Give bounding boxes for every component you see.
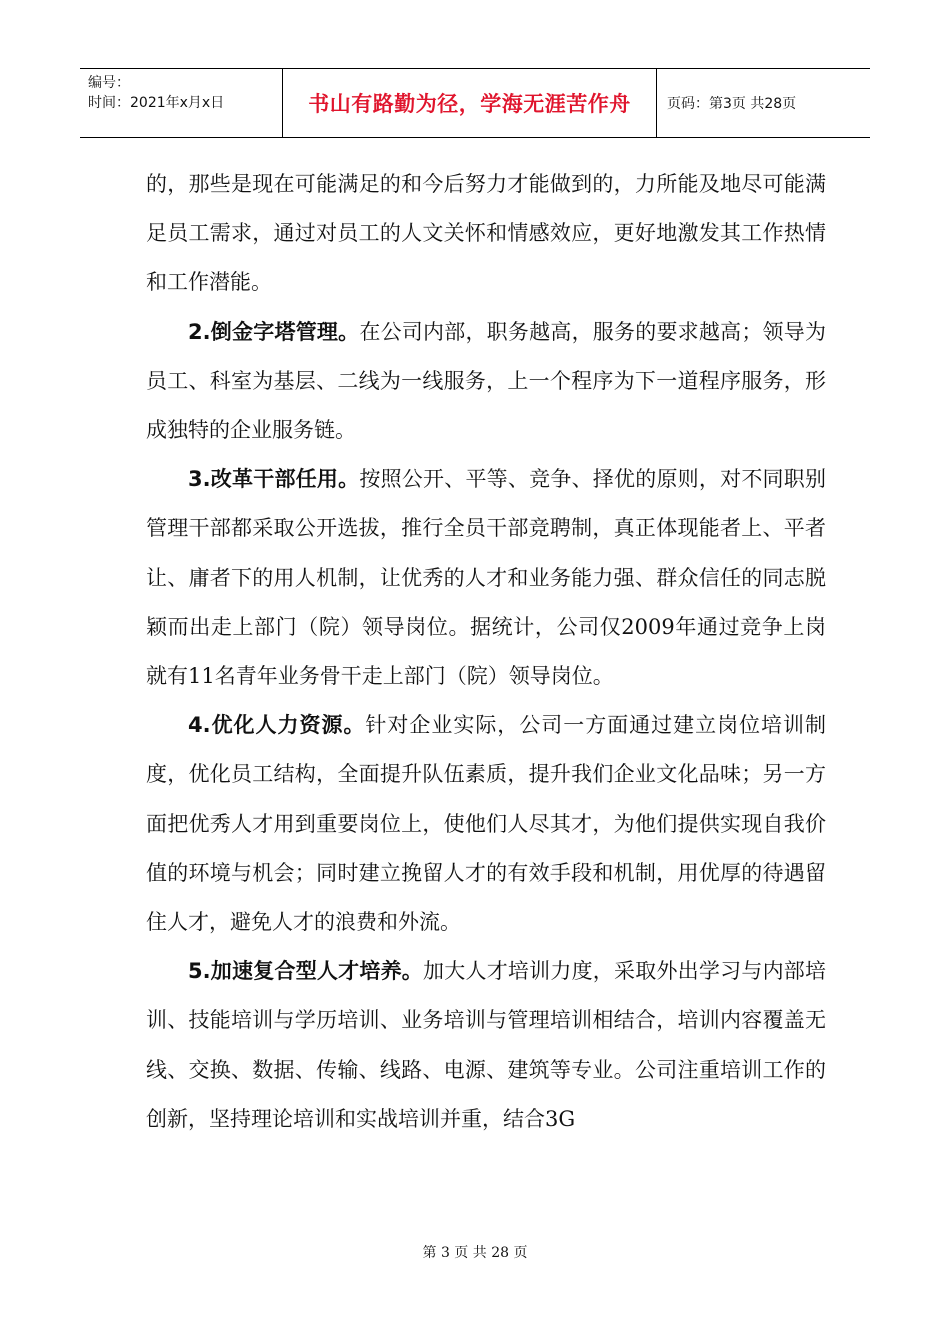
section-heading: 3.改革干部任用。 [188, 467, 360, 492]
paragraph-text: 按照公开、平等、竞争、择优的原则，对不同职别管理干部都采取公开选拔，推行全员干部竞聘制，真正体现能者上、平者让、庸者下的用人机制，让优秀的人才和业务能力强、群众信任的同志脱颖而出走上部门（院）领导岗位。据统计，公司仅2009年通过竞争上岗就有11名青年业务骨干走上部门（院）领导岗位。 [146, 467, 826, 689]
paragraph-text: 的，那些是现在可能满足的和今后努力才能做到的，力所能及地尽可能满足员工需求，通过对员工的人文关怀和情感效应，更好地激发其工作热情和工作潜能。 [146, 172, 826, 295]
page-header [80, 68, 870, 138]
doc-number-label: 编号： [88, 75, 130, 91]
header-page-info-cell [657, 69, 870, 137]
paragraph-text: 针对企业实际，公司一方面通过建立岗位培训制度，优化员工结构，全面提升队伍素质，提升我们企业文化品味；另一方面把优秀人才用到重要岗位上，使他们人尽其才，为他们提供实现自我价值的环境与机会；同时建立挽留人才的有效手段和机制，用优厚的待遇留住人才，避免人才的浪费和外流。 [146, 713, 826, 935]
paragraph-text: 在公司内部，职务越高，服务的要求越高；领导为员工、科室为基层、二线为一线服务，上一个程序为下一道程序服务，形成独特的企业服务链。 [146, 319, 826, 443]
date-label: 时间：2021年x月x日 [88, 95, 225, 111]
paragraph-5 [146, 947, 826, 1144]
page-info: 页码：第3页 共28页 [667, 96, 797, 112]
header-meta [80, 69, 283, 137]
paragraph-1 [146, 160, 826, 308]
header-motto-cell [283, 69, 657, 137]
section-heading: 2.倒金字塔管理。 [188, 319, 360, 344]
paragraph-3 [146, 455, 826, 701]
paragraph-2 [146, 308, 826, 456]
section-heading: 4.优化人力资源。 [188, 713, 366, 738]
motto: 书山有路勤为径，学海无涯苦作舟 [308, 92, 631, 116]
document-body [146, 160, 826, 1144]
paragraph-4 [146, 701, 826, 947]
section-heading: 5.加速复合型人才培养。 [188, 959, 424, 984]
paragraph-text: 加大人才培训力度，采取外出学习与内部培训、技能培训与学历培训、业务培训与管理培训相结合，培训内容覆盖无线、交换、数据、传输、线路、电源、建筑等专业。公司注重培训工作的创新，坚持理论培训和实战培训并重，结合3G [146, 959, 827, 1131]
footer-page-number: 第 3 页 共 28 页 [422, 1245, 528, 1261]
page-footer [0, 1242, 950, 1262]
